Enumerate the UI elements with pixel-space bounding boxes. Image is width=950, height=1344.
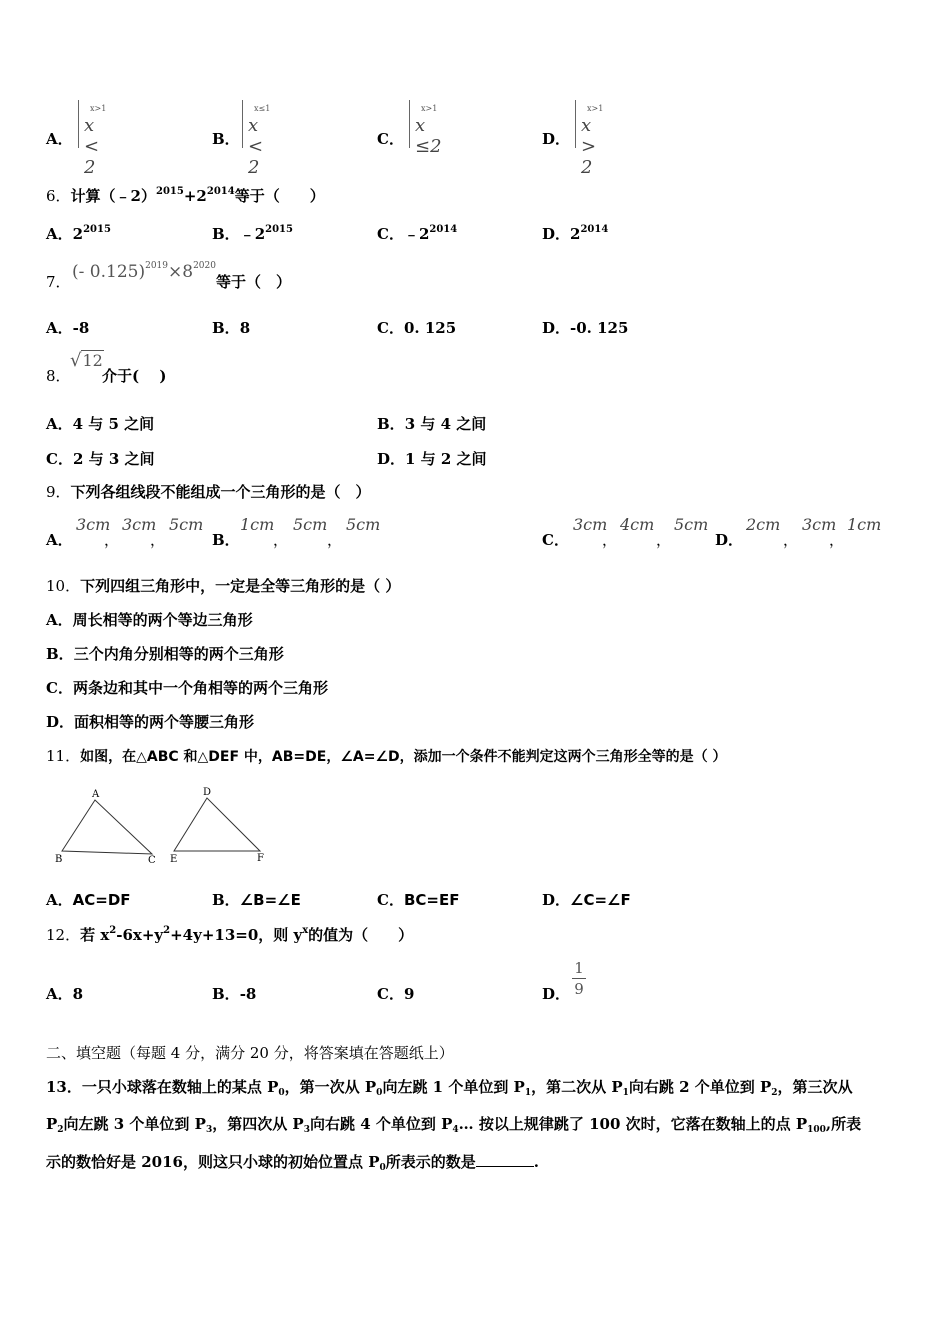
- q9-c-seg2: 4cm: [620, 515, 655, 534]
- q7-expression: (- $0.125)^{2019}\times 8^{2020}$: [72, 261, 216, 282]
- q9-d-seg2: 3cm: [802, 515, 837, 534]
- q9-b-seg1: 1cm: [240, 515, 275, 534]
- triangle-abc: [55, 789, 156, 866]
- q9-c-seg1: 3cm: [573, 515, 608, 534]
- q10-option-d: D．面积相等的两个等腰三角形: [46, 713, 255, 731]
- q9-b-seg3: 5cm: [346, 515, 381, 534]
- q12-option-b: B．-8: [212, 985, 257, 1003]
- q12-stem: 12．若 $x^2-6x+y^2+4y+13=0$，则 $y^x$的值为（ ）: [46, 925, 414, 944]
- q13-line-3: 示的数恰好是 2016，则这只小球的初始位置点 $P_0$所表示的数是 .: [46, 1153, 539, 1173]
- q6-option-d: D．$2^{2014}$: [542, 224, 609, 243]
- q9-d-seg1: 2cm: [746, 515, 781, 534]
- q6-option-a: A．$2^{2015}$: [46, 224, 111, 243]
- q6-option-c: C．$﹣2^{2014}$: [377, 224, 458, 243]
- q11-option-c: C．BC=EF: [377, 891, 460, 909]
- q9-stem: 9．下列各组线段不能组成一个三角形的是（ ）: [46, 483, 371, 501]
- q5-option-c-label: C．: [377, 130, 404, 148]
- q6-stem: 6．计算$(﹣2)^{2015}+2^{2014}$等于（ ）: [46, 186, 325, 205]
- q8-text: 介于( ): [102, 367, 167, 385]
- vertex-a-label: A: [92, 789, 100, 800]
- vertex-f-label: F: [257, 853, 264, 864]
- q5-option-a-label: A．: [46, 130, 73, 148]
- q5-option-d-label: D．: [542, 130, 571, 148]
- q8-option-b: B．3 与 4 之间: [377, 415, 487, 433]
- q12-option-d-label: D．: [542, 985, 571, 1003]
- q10-stem: 10．下列四组三角形中，一定是全等三角形的是（ ）: [46, 577, 401, 595]
- q8-sqrt: √12: [70, 350, 103, 371]
- q12-option-c: C．9: [377, 985, 415, 1003]
- q9-d-seg3: 1cm: [847, 515, 882, 534]
- q7-option-b: B．8: [212, 319, 251, 337]
- q11-option-a: A．AC=DF: [46, 891, 131, 909]
- q9-option-c-label: C．: [542, 531, 569, 549]
- triangle-def: [170, 787, 264, 865]
- q9-a-seg2: 3cm: [122, 515, 157, 534]
- q9-b-seg2: 5cm: [293, 515, 328, 534]
- q10-option-c: C．两条边和其中一个角相等的两个三角形: [46, 679, 328, 697]
- q9-a-seg3: 5cm: [169, 515, 204, 534]
- answer-blank[interactable]: [476, 1152, 534, 1167]
- vertex-c-label: C: [148, 855, 156, 866]
- vertex-e-label: E: [170, 854, 178, 865]
- q9-option-b-label: B．: [212, 531, 240, 549]
- q7-number: 7．: [46, 273, 71, 291]
- q11-stem: 11．如图，在△ABC 和△DEF 中，AB=DE，∠A=∠D，添加一个条件不能判定这两个三角形全等的是（ ）: [46, 747, 727, 765]
- q7-option-c: C．0. 125: [377, 319, 457, 337]
- q13-line-1: 13．一只小球落在数轴上的某点 $P_0$，第一次从 $P_0$向左跳 1 个单位到 $P_1$，第二次从 $P_1$向右跳 2 个单位到 $P_2$，第三次从: [46, 1078, 853, 1098]
- q7-text: 等于（ ）: [216, 273, 292, 291]
- q8-option-c: C．2 与 3 之间: [46, 450, 155, 468]
- q9-option-a-label: A．: [46, 531, 73, 549]
- q10-option-a: A．周长相等的两个等边三角形: [46, 611, 253, 629]
- q7-option-d: D．-0. 125: [542, 319, 629, 337]
- vertex-b-label: B: [55, 854, 63, 865]
- q5-option-b-label: B．: [212, 130, 240, 148]
- vertex-d-label: D: [203, 787, 212, 798]
- q7-option-a: A．-8: [46, 319, 90, 337]
- q9-a-seg1: 3cm: [76, 515, 111, 534]
- q8-option-d: D．1 与 2 之间: [377, 450, 487, 468]
- q12-option-d-fraction: 1 9: [572, 958, 586, 999]
- q11-option-b: B．∠B=∠E: [212, 891, 301, 909]
- q9-option-d-label: D．: [715, 531, 744, 549]
- q6-option-b: B．$﹣2^{2015}$: [212, 224, 293, 243]
- q9-c-seg3: 5cm: [674, 515, 709, 534]
- q12-option-a: A．8: [46, 985, 84, 1003]
- q8-number: 8．: [46, 367, 71, 385]
- section-2-title: 二、填空题（每题 4 分，满分 20 分，将答案填在答题纸上）: [46, 1044, 454, 1062]
- q10-option-b: B．三个内角分别相等的两个三角形: [46, 645, 284, 663]
- q11-option-d: D．∠C=∠F: [542, 891, 631, 909]
- q8-option-a: A．4 与 5 之间: [46, 415, 155, 433]
- q13-line-2: $P_2$向左跳 3 个单位到 $P_3$，第四次从 $P_3$向右跳 4 个单位到 $P_4\dots$ 按以上规律跳了 100 次时，它落在数轴上的点 $P_{100}$,所表: [46, 1115, 862, 1135]
- q11-figure: [50, 784, 280, 870]
